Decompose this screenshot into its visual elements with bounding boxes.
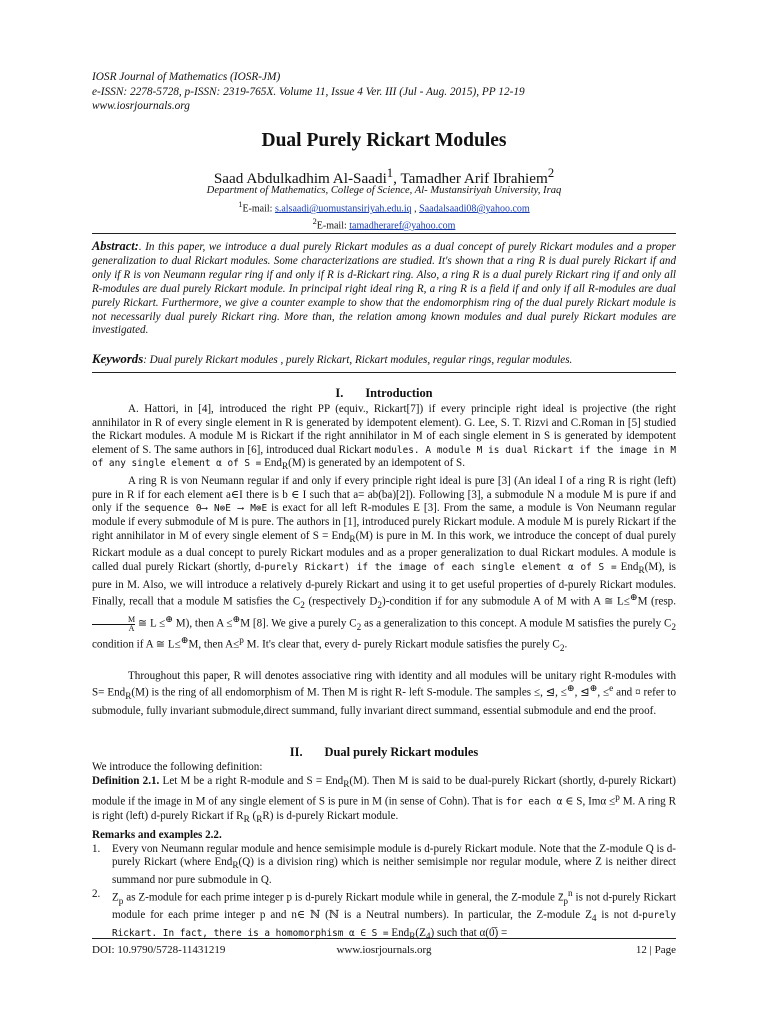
text-run: End: [616, 560, 639, 573]
text-run: and ¤ refer to submodule, fully invariant submodule,direct summand, fully invariant direct summand, essential submodule and end the proof.: [92, 687, 677, 717]
text-run: .: [564, 639, 568, 652]
text-run-mono: modules. A module M is dual Rickart if the image in M of any single element α of S =: [92, 444, 676, 470]
email-2-mark: 2: [312, 216, 317, 226]
text-run: (M) is the ring of all endomorphism of M. Then M is right R- left S-module. The samples ≤, ⊴, ≤: [131, 687, 567, 700]
item-number: 2.: [92, 887, 101, 900]
author-1: Saad Abdulkadhim Al-Saadi: [213, 170, 387, 188]
subscript: p: [563, 896, 569, 907]
text-run-mono: sequence 0⟶ N⊗E ⟶ M⊗E: [143, 503, 268, 515]
fraction-numerator: M: [92, 616, 135, 625]
introduction-body: [92, 403, 676, 719]
superscript: ⊕: [180, 636, 189, 647]
text-run: (respectively D: [304, 596, 378, 609]
text-run: , ≤: [597, 687, 610, 700]
text-run: as a generalization to this concept. A module M satisfies the purely C: [361, 617, 672, 630]
author-1-mark: 1: [386, 166, 394, 180]
text-run: (Z: [415, 926, 426, 939]
keywords-label: Keywords: [92, 352, 144, 366]
text-run: M, then A≤: [188, 639, 240, 652]
text-run: R) is d-purely Rickart module.: [262, 809, 399, 822]
paragraph-3: [92, 670, 676, 719]
text-run: A. Hattori, in [4], introduced the right PP (equiv., Rickart[7]) if every principle right ideal is projective (the right annihilator in R of every single element in R is generated by idempotent element). G. Lee, S. T. Rizvi and C.Roman in [5] studied the Rickart modules. A module M is Rickart if the right annihilator in M of each single element in S is generated by idempotent element of S. The same authors in [6], introduced dual Rickart: [92, 403, 676, 456]
subscript: p: [118, 896, 124, 907]
text-run: M [8]. We give a purely C: [240, 617, 357, 630]
subscript: 4: [591, 914, 597, 925]
abstract-text: . In this paper, we introduce a dual purely Rickart modules as a dual concept of purely Rickart modules and a proper generalization to dual Rickart modules. Some characterizations are studied. It's shown that a ring R is dual purely Rickart if and only if R is von Neumann regular ring if and only if R is d-Rickart ring. Also, a ring R is a dual purely Rickart ring if and only all R-modules are dual purely Rickart module. In principal right ideal ring R, a ring R is a field if and only if all R-modules are dual purely Rickart. Furthermore, we give a counter example to show that the endomorphism ring of the dual purely Rickart module is not necessarily dual purely Rickart ring. More than, the relation among known modules and dual purely Rickart modules are investigated.: [92, 241, 676, 337]
email-link-1a[interactable]: s.alsaadi@uomustansiriyah.edu.iq: [274, 203, 412, 215]
subscript: 2: [300, 601, 305, 612]
text-run: Every von Neumann regular module and hence semisimple module is d-purely Rickart module. Note that the Z-module Q is d-purely Rickart (where End: [112, 842, 676, 869]
email-label-2: E-mail:: [316, 220, 350, 232]
abstract-top-rule: [92, 233, 676, 234]
superscript: p: [239, 636, 244, 647]
subscript: R: [281, 462, 289, 473]
text-run: End: [388, 926, 410, 939]
subscript: 2: [377, 601, 383, 612]
text-run: End: [261, 457, 282, 470]
text-run: as Z-module for each prime integer p is d-purely Rickart module while in general, the Z-module: [123, 891, 558, 904]
email-line-2: [92, 216, 676, 233]
text-run: (M), is pure in M. Also, we will introduce a relatively d-purely Rickart and using it to get useful properties of d-purely Rickart modules. Finally, recall that a module M satisfies the C: [92, 560, 677, 609]
text-run-mono: purely Rickart) if the image of each single element α of S =: [264, 561, 617, 573]
section-heading-introduction: [92, 386, 676, 401]
abstract: [92, 240, 676, 338]
text-run: Let M be a right R-module and S = End: [159, 774, 344, 787]
text-run: Throughout this paper, R will denotes associative ring with identity and all modules will be unitary right R-modules with S= End: [92, 669, 676, 700]
keywords: [92, 352, 676, 367]
paper-page: [92, 0, 676, 1024]
keywords-text: : Dual purely Rickart modules , purely Rickart, Rickart modules, regular rings, regular modules.: [143, 354, 573, 366]
text-run: condition if A ≅ L≤: [92, 639, 181, 652]
text-run: M. It's clear that, every d- purely Rickart module satisfies the purely C: [243, 639, 560, 652]
item-number: 1.: [92, 842, 101, 855]
definition-2-1: [92, 775, 676, 828]
text-run-mono: purely Rickart. In fact, there is a homomorphism α ∈ S =: [112, 910, 676, 939]
journal-header: [92, 70, 676, 114]
text-run: ) such that α(0̅) =: [430, 926, 508, 939]
issn-line: e-ISSN: 2278-5728, p-ISSN: 2319-765X. Volume 11, Issue 4 Ver. III (Jul - Aug. 2015), PP 12-19: [92, 85, 525, 98]
subscript: 2: [559, 644, 565, 655]
subscript: 2: [356, 622, 362, 633]
text-run: (: [249, 809, 257, 822]
section-number: I.: [335, 386, 344, 400]
abstract-label: Abstract:: [92, 239, 139, 253]
superscript: ⊕: [629, 593, 638, 604]
section2-body: [92, 761, 676, 828]
superscript: ⊕: [566, 684, 575, 695]
section-title: Introduction: [365, 386, 433, 400]
text-run: is exact for all left R-modules E [3]. From the same, a module is Von Neumann regular module if every submodule of M is pure. The authors in [1], introduced purely Rickart module. A module M is purely Rickart if the right annihilator in M of every single element of S = End: [92, 502, 677, 542]
email-separator: ,: [411, 203, 420, 215]
footer-website[interactable]: www.iosrjournals.org: [336, 944, 432, 956]
email-label-1: E-mail:: [242, 203, 275, 215]
paragraph-2: [92, 475, 676, 657]
fraction: [92, 616, 135, 633]
superscript: ⊕: [165, 614, 174, 625]
paper-title: Dual Purely Rickart Modules: [261, 130, 507, 151]
text-run: is not d-: [596, 909, 643, 922]
abstract-bottom-rule: [92, 372, 676, 373]
subscript: R: [343, 779, 350, 790]
subscript: R: [256, 814, 263, 825]
definition-label: Definition 2.1.: [92, 774, 160, 787]
text-run: M. A ring R is right (left) d-purely Rickart if R: [92, 796, 676, 822]
text-run: )-condition if for any submodule A of M with A ≅ L≤: [382, 596, 630, 609]
text-run: (M) is pure in M. In this work, we introduce the concept of dual purely Rickart module as a dual concept to purely Rickart modules and as a proper generalization to dual Rickart modules. A module is called dual purely Rickart (shortly, d-: [92, 529, 676, 573]
remark-item-2: [92, 888, 676, 945]
subscript: R: [243, 814, 250, 825]
subscript: R: [232, 861, 239, 872]
email-1-mark: 1: [238, 200, 243, 209]
email-block: [92, 199, 676, 233]
subscript: R: [409, 932, 416, 943]
superscript: p: [615, 793, 620, 804]
text-run: is not d-purely Rickart module for each prime integer p and n∈ ℕ (ℕ is a Neutral numbers). In particular, the Z-module Z: [112, 891, 677, 922]
author-separator: ,: [393, 170, 401, 188]
text-run-mono: for each α: [505, 797, 563, 809]
superscript: e: [609, 684, 614, 695]
footer-page-number: 12 | Page: [635, 944, 676, 956]
fraction-denominator: A: [128, 623, 135, 633]
footer-doi: DOI: 10.9790/5728-11431219: [92, 944, 226, 956]
footer-rule: [92, 938, 676, 939]
subscript: 4: [425, 932, 431, 943]
section2-intro: We introduce the following definition:: [92, 761, 263, 773]
text-run: Z: [112, 891, 119, 904]
subscript: R: [125, 692, 132, 703]
section-number: II.: [289, 745, 303, 759]
email-link-1b[interactable]: Saadalsaadi08@yahoo.com: [419, 203, 530, 215]
text-run: ≅ L ≤: [135, 617, 166, 630]
remarks-examples: [92, 829, 676, 945]
section-title: Dual purely Rickart modules: [324, 745, 479, 759]
journal-name: IOSR Journal of Mathematics (IOSR-JM): [92, 71, 281, 83]
text-run: A ring R is von Neumann regular if and only if every principle right ideal is pure [3] (An ideal I of a ring R is right (left) pure in R if for each element a∈I there is b ∈ I such that a= ab(ba)[2]). Following [3], a submodule N a module M is pure if and only if the: [92, 475, 676, 515]
author-2: Tamadher Arif Ibrahiem: [400, 170, 548, 188]
text-run: (M). Then M is said to be dual-purely Rickart (shortly, d-purely Rickart) module if the image in M of any single element of S is pure in M (in sense of Cohn). That is: [92, 774, 676, 809]
superscript: ⊕: [589, 684, 598, 695]
paragraph-1: [92, 403, 676, 475]
text-run: (M) is generated by an idempotent of S.: [288, 457, 465, 470]
email-link-2[interactable]: tamadheraref@yahoo.com: [349, 220, 456, 232]
superscript: ⊕: [232, 614, 241, 625]
text-run-mono: Z: [557, 892, 564, 904]
text-run: (Q) is a division ring) which is neither semisimple nor regular module, where Z is neither direct summand nor pure submodule in Q.: [112, 856, 677, 886]
subscript: R: [349, 534, 356, 545]
superscript: n: [568, 888, 573, 899]
author-2-mark: 2: [547, 166, 555, 180]
text-run: M), then A ≤: [173, 617, 233, 630]
subscript: 2: [671, 622, 676, 633]
text-run: ∈ S, Imα ≤: [562, 796, 616, 809]
remark-item-1: [92, 843, 676, 888]
email-line-1: [92, 199, 676, 216]
section-heading-dual-purely-rickart: [92, 745, 676, 760]
journal-website: www.iosrjournals.org: [92, 100, 190, 112]
remarks-title: Remarks and examples 2.2.: [92, 829, 222, 841]
affiliation: Department of Mathematics, College of Science, Al- Mustansiriyah University, Iraq: [206, 185, 562, 196]
text-run: , ⊴: [574, 687, 590, 700]
subscript: R: [638, 566, 645, 577]
text-run: M (resp.: [637, 596, 677, 609]
